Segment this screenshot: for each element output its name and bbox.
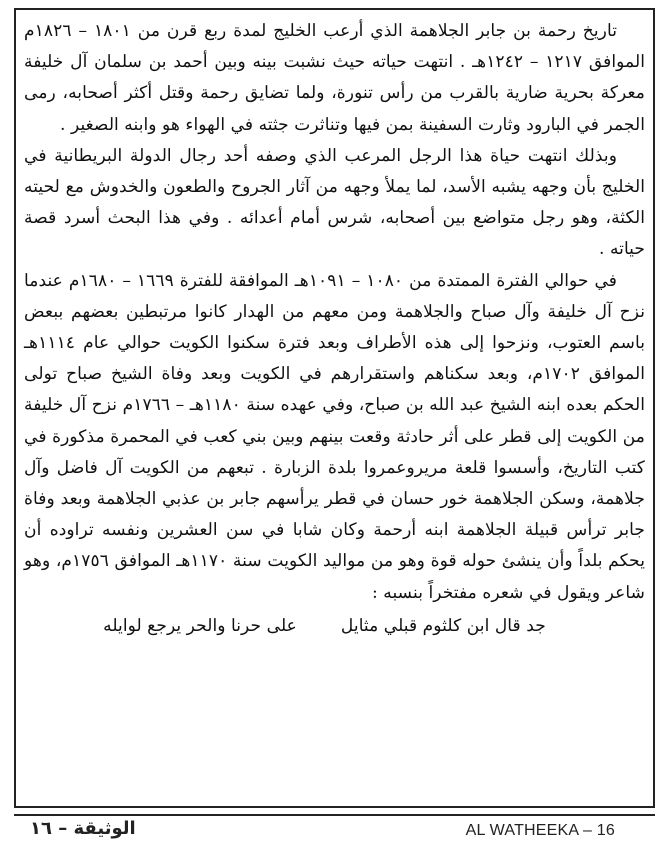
footer-page-label-english: AL WATHEEKA – 16 <box>465 822 615 839</box>
article-body <box>24 16 645 642</box>
verse-second-hemistich: على حرنا والحر يرجع لوايله <box>103 615 297 636</box>
paragraph-1: تاريخ رحمة بن جابر الجلاهمة الذي أرعب الخليج لمدة ربع قرن من ١٨٠١ – ١٨٢٦م الموافق ١٢١٧ – ١٢٤٢هـ . انتهت حياته حيث نشبت بينه وبين أحمد بن سلمان آل خليفة معركة بحرية ضارية بالقرب من رأس تنورة، ولما تضايق رحمة وقتل أكثر أصحابه، رمى الجمر في البارود وثارت السفينة بمن فيها وتناثرت جثته في الهواء هو وابنه الصغير . <box>24 21 645 135</box>
paragraph-2: وبذلك انتهت حياة هذا الرجل المرعب الذي وصفه أحد رجال الدولة البريطانية في الخليج بأن وجهه يشبه الأسد، لما يملأ وجهه من آثار الجروح والطعون والخدوش مع لحيته الكثة، وهو رجل متواضع بين أصحابه، شرس أمام أعدائه . وفي هذا البحث أسرد قصة حياته . <box>24 145 645 260</box>
verse-first-hemistich: جد قال ابن كلثوم قبلي مثايل <box>340 615 546 636</box>
footer-page-label-arabic: الوثيقة – ١٦ <box>30 818 136 839</box>
paragraph-3: في حوالي الفترة الممتدة من ١٠٨٠ – ١٠٩١هـ الموافقة للفترة ١٦٦٩ – ١٦٨٠م عندما نزح آل خليفة وآل صباح والجلاهمة ومن معهم من الهدار كانوا مرتبطين بعضهم ببعض باسم العتوب، ونزحوا إلى هذه الأطراف وبعد فترة سكنوا الكويت حوالي عام ١١١٤هـ الموافق ١٧٠٢م، وبعد سكناهم واستقرارهم في الكويت وبعد وفاة الشيخ صباح تولى الحكم بعده ابنه الشيخ عبد الله بن صباح، وفي عهده سنة ١١٨٠هـ – ١٧٦٦م نزح آل خليفة من الكويت إلى قطر على أثر حادثة وقعت بينهم وبين بني كعب في المحمرة مذكورة في كتب التاريخ، وأسسوا قلعة مريروعمروا بلدة الزبارة . تبعهم من الكويت آل فاضل وآل جلاهمة، وسكن الجلاهمة خور حسان في قطر يرأسهم جابر بن عذبي الجلاهمة وبعد وفاة جابر ترأس قبيلة الجلاهمة ابنه أرحمة وكان شابا في سن العشرين ونفسه تراوده أن يحكم بلداً وأن ينشئ حوله قوة وهو من مواليد الكويت سنة ١١٧٠هـ الموافق ١٧٥٦م، وهو شاعر ويقول في شعره مفتخراً بنسبه : <box>24 270 645 603</box>
poem-verse <box>24 611 645 642</box>
page-frame <box>14 8 655 808</box>
footer-divider <box>14 814 655 816</box>
